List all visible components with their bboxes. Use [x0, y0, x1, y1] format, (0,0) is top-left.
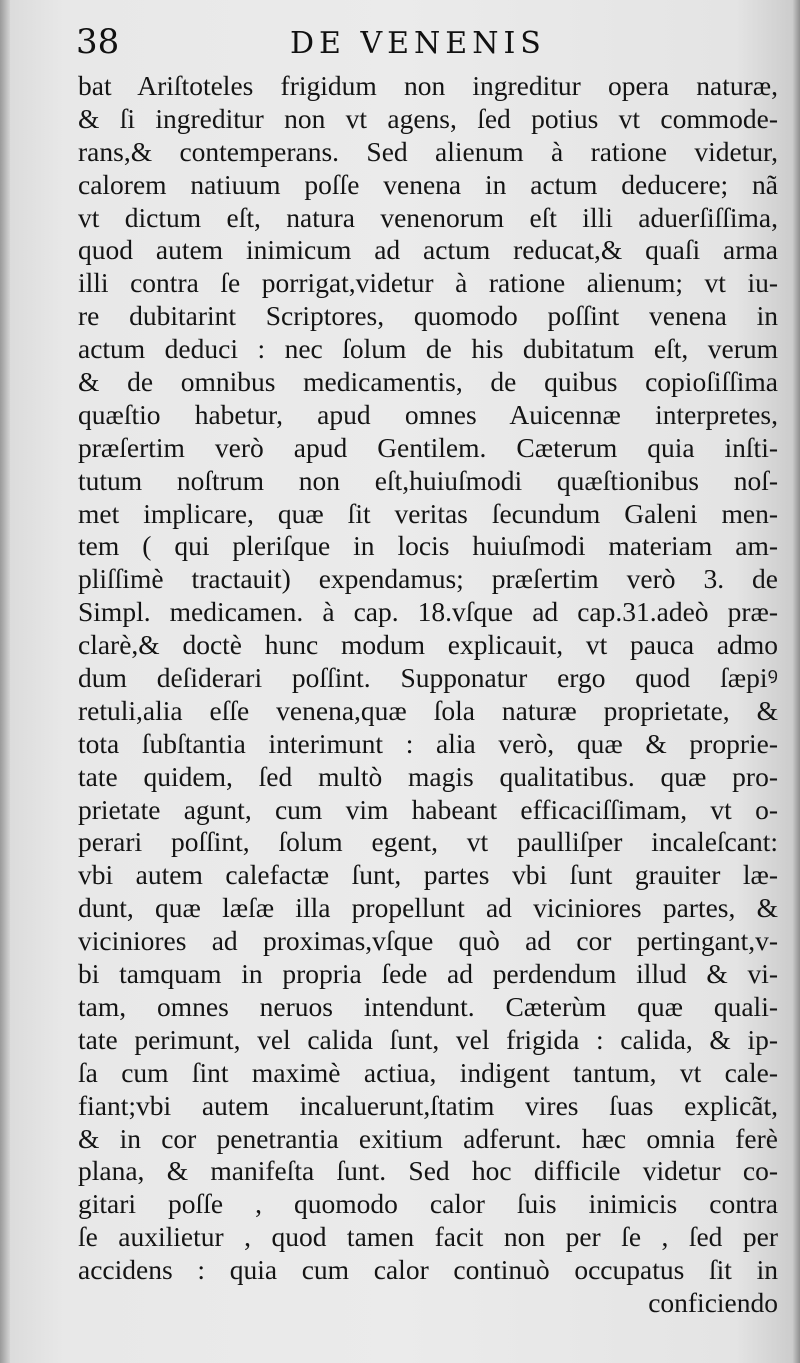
text-line: tate perimunt, vel calida ſunt, vel frigida : calida, & ip-	[78, 1023, 778, 1055]
text-line: & de omnibus medicamentis, de quibus copioſiſſima	[78, 366, 778, 398]
text-line: calorem natiuum poſſe venena in actum deducere; nã	[78, 168, 778, 200]
text-line: tota ſubſtantia interimunt : alia verò, quæ & proprie-	[78, 727, 778, 759]
text-line: tate quidem, ſed multò magis qualitatibus. quæ pro-	[78, 760, 778, 792]
text-line: plana, & manifeſta ſunt. Sed hoc difficile videtur co-	[78, 1155, 778, 1187]
text-line: gitari poſſe , quomodo calor ſuis inimicis contra	[78, 1188, 778, 1220]
text-line: quæſtio habetur, apud omnes Auicennæ interpretes,	[78, 398, 778, 430]
text-line: re dubitarint Scriptores, quomodo poſſint venena in	[78, 300, 778, 332]
text-line: pliſſimè tractauit) expendamus; præſertim verò 3. de	[78, 563, 778, 595]
text-line: dunt, quæ læſæ illa propellunt ad viciniores partes, &	[78, 892, 778, 924]
text-line: tam, omnes neruos intendunt. Cæterùm quæ quali-	[78, 990, 778, 1022]
text-line: accidens : quia cum calor continuò occupatus ſit in	[78, 1254, 778, 1286]
text-line: & in cor penetrantia exitium adferunt. hæc omnia ferè	[78, 1122, 778, 1154]
text-line: actum deduci : nec ſolum de his dubitatum eſt, verum	[78, 333, 778, 365]
text-line: retuli,alia eſſe venena,quæ ſola naturæ proprietate, &	[78, 694, 778, 726]
text-line: illi contra ſe porrigat,videtur à ratione alienum; vt iu-	[78, 267, 778, 299]
text-line: ſe auxilietur , quod tamen facit non per ſe , ſed per	[78, 1221, 778, 1253]
text-line: met implicare, quæ ſit veritas ſecundum Galeni men-	[78, 497, 778, 529]
body-text	[78, 70, 778, 1320]
text-line: dum deſiderari poſſint. Supponatur ergo quod ſæpiꝰ	[78, 662, 778, 694]
running-head: DE VENENIS	[290, 26, 546, 61]
text-line: bi tamquam in propria ſede ad perdendum illud & vi-	[78, 958, 778, 990]
text-line: prietate agunt, cum vim habeant efficaciſſimam, vt o-	[78, 793, 778, 825]
text-line: fiant;vbi autem incaluerunt,ſtatim vires ſuas explicãt,	[78, 1089, 778, 1121]
text-line: bat Ariſtoteles frigidum non ingreditur opera naturæ,	[78, 70, 778, 101]
text-line: vt dictum eſt, natura venenorum eſt illi aduerſiſſima,	[78, 201, 778, 233]
text-line: perari poſſint, ſolum egent, vt paulliſper incaleſcant:	[78, 826, 778, 858]
text-line: quod autem inimicum ad actum reducat,& quaſi arma	[78, 234, 778, 266]
text-line: Simpl. medicamen. à cap. 18.vſque ad cap.31.adeò præ-	[78, 596, 778, 628]
page-header	[70, 20, 770, 64]
text-line: rans,& contemperans. Sed alienum à ratione videtur,	[78, 135, 778, 167]
text-line: viciniores ad proximas,vſque quò ad cor pertingant,v-	[78, 925, 778, 957]
catchword: conficiendo	[648, 1286, 778, 1318]
text-line: ſa cum ſint maximè actiua, indigent tantum, vt cale-	[78, 1056, 778, 1088]
text-line: tem ( qui pleriſque in locis huiuſmodi materiam am-	[78, 530, 778, 562]
text-line: clarè,& doctè hunc modum explicauit, vt pauca admo	[78, 629, 778, 661]
text-line: vbi autem calefactæ ſunt, partes vbi ſunt grauiter læ-	[78, 859, 778, 891]
page-edge-shadow	[792, 0, 800, 1363]
text-line: & ſi ingreditur non vt agens, ſed potius vt commode-	[78, 102, 778, 134]
text-line: præſertim verò apud Gentilem. Cæterum quia inſti-	[78, 431, 778, 463]
page-gutter-shadow	[0, 0, 10, 1363]
text-line: tutum noſtrum non eſt,huiuſmodi quæſtionibus noſ-	[78, 464, 778, 496]
page-number: 38	[76, 22, 120, 62]
